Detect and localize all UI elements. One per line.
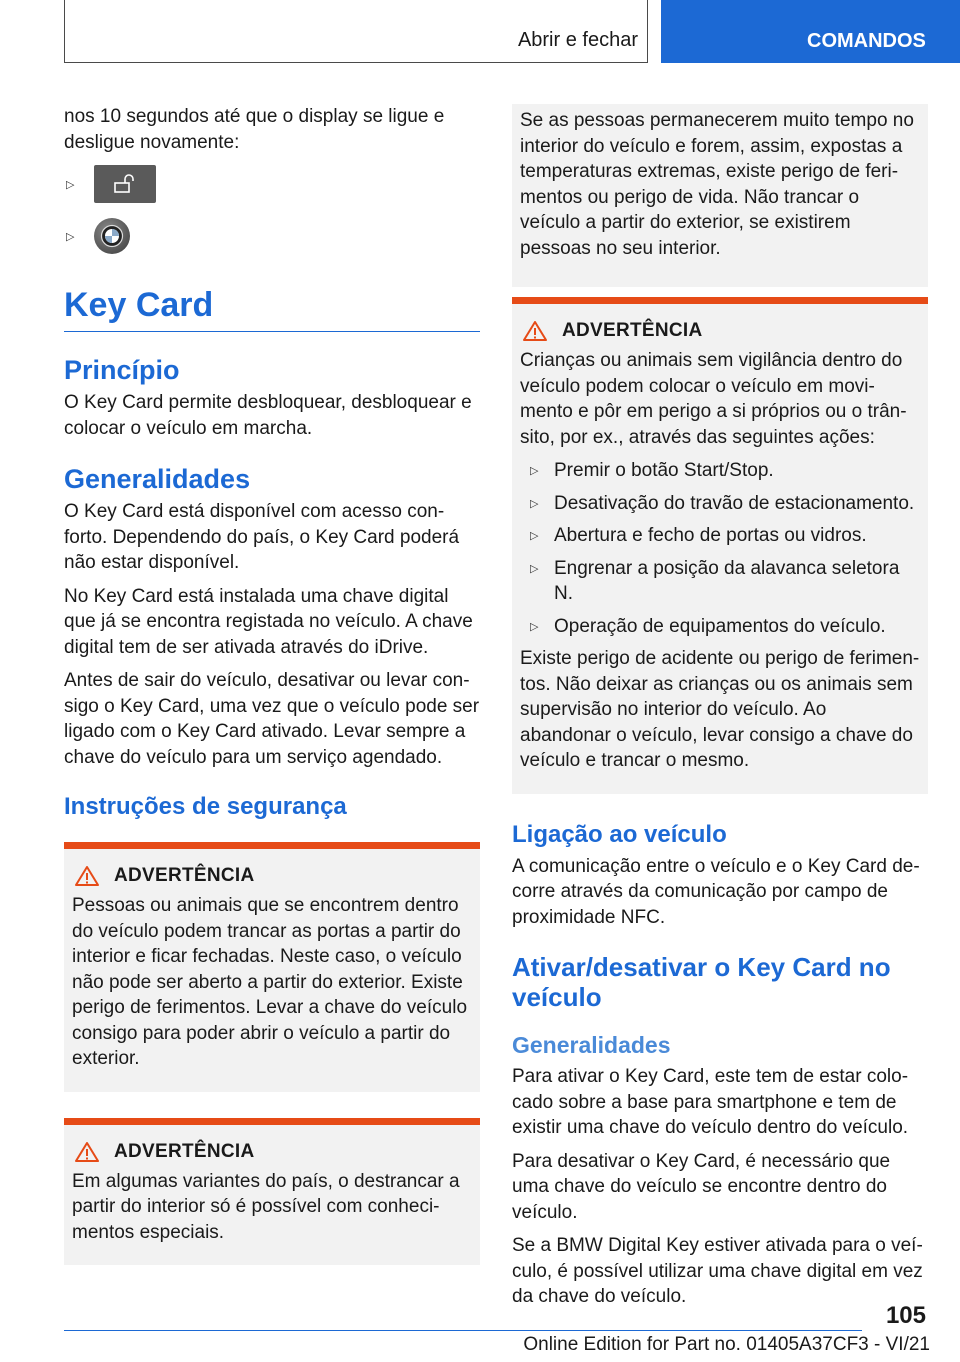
icon-row-1 [64, 163, 480, 205]
ligacao-text: A comunicação entre o veículo e o Key Card decorre através da comunicação por campo de proximidade NFC. [512, 855, 920, 928]
warning-box-2 [64, 1118, 480, 1266]
warning-title [520, 320, 920, 342]
warning-title-text: ADVERTÊNCIA [562, 320, 703, 341]
list-item: ▷ Engrenar a posição da alavanca seletora N. [530, 557, 900, 604]
ativar-p1: Para ativar o Key Card, este tem de estar colocado sobre a base para smartphone e tem de existir uma chave do veículo dentro do veículo. [512, 1066, 909, 1138]
warning-box-3 [512, 297, 928, 794]
bullet-arrow-icon: ▷ [530, 497, 539, 510]
warning-title [72, 865, 472, 887]
left-column [64, 104, 480, 1291]
bullet-arrow-icon: ▷ [530, 465, 539, 477]
warning-box-continued [512, 104, 928, 287]
heading-principio: Princípio [64, 355, 180, 385]
warning-title-text: ADVERTÊNCIA [114, 1140, 255, 1162]
warning-title [72, 1141, 472, 1163]
page-title: Key Card [64, 285, 480, 332]
list-item: ▷ Abertura e fecho de portas ou vidros. [520, 523, 920, 549]
list-item: ▷ Operação de equipamentos do veículo. [520, 614, 920, 640]
page-number: 105 [885, 1302, 926, 1329]
warning-triangle-icon [74, 865, 100, 887]
warning-outro: Existe perigo de acidente ou perigo de ferimentos. Não deixar as crianças ou os animais sem supervisão no interior do veículo. Ao abandonar o veículo, levar consigo a chave do veículo e trancar o mesmo. [520, 648, 920, 771]
footer-rule [64, 1330, 862, 1331]
principio-text: O Key Card permite desbloquear, desbloquear e colocar o veículo em marcha. [64, 392, 472, 439]
list-item: ▷ Desativação do travão de estacionamento. [520, 491, 920, 517]
heading-seguranca: Instruções de segurança [64, 793, 347, 820]
header-chapter-tab: COMANDOS [661, 0, 960, 63]
warning-intro: Crianças ou animais sem vigilância dentro do veículo podem colocar o veículo em movimento e pôr em perigo a si próprios ou o trânsito, por ex., através das seguintes ações: [520, 350, 907, 448]
heading-ligacao: Ligação ao veículo [512, 820, 727, 848]
header-section-title: Abrir e fechar [517, 29, 638, 51]
ativar-p3: Se a BMW Digital Key estiver ativada para o veículo, é possível utilizar uma chave digital em vez da chave do veículo. [512, 1235, 923, 1307]
bullet-arrow-icon: ▷ [530, 562, 539, 575]
bullet-arrow-icon: ▷ [66, 230, 75, 243]
warning-box-1 [64, 842, 480, 1092]
heading-ativar: Ativar/desativar o Key Card no veículo [512, 952, 891, 1012]
bullet-arrow-icon: ▷ [530, 620, 539, 633]
warning-triangle-icon [74, 1141, 100, 1163]
warning-continued-text: Se as pessoas permanecerem muito tempo no interior do veículo e forem, assim, expostas a temperaturas extremas, existe perigo de ferimentos ou perigo de vida. Não trancar o veículo a partir do exterior, se existirem pessoas no seu interior. [520, 110, 914, 259]
generalidades-p1: O Key Card está disponível com acesso conforto. Dependendo do país, o Key Card poderá não estar disponível. [64, 501, 460, 573]
bullet-arrow-icon: ▷ [530, 530, 539, 542]
heading-generalidades: Generalidades [64, 464, 251, 494]
heading-ativar-generalidades: Generalidades [512, 1032, 671, 1058]
warning-text: Em algumas variantes do país, o destrancar a partir do interior só é possível com conhecimentos especiais. [72, 1170, 460, 1243]
footer-edition: Online Edition for Part no. 01405A37CF3 - VI/21 [523, 1334, 930, 1355]
bmw-logo-button-icon [94, 218, 130, 254]
generalidades-p2: No Key Card está instalada uma chave digital que já se encontra registada no veículo. A chave digital tem de ser ativada através do iDrive. [64, 585, 473, 658]
right-column [512, 104, 928, 1318]
warning-text: Pessoas ou animais que se encontrem dentro do veículo podem trancar as portas a partir do interior e ficar fechadas. Neste caso, o veículo não pode ser aberto a partir do exterior. Existe perigo de ferimentos. Levar a chave do veículo consigo para poder abrir o veículo a partir do exterior. [72, 895, 468, 1069]
bullet-arrow-icon: ▷ [66, 178, 75, 191]
intro-text: nos 10 segundos até que o display se ligue e desligue novamente: [64, 106, 445, 153]
generalidades-p3: Antes de sair do veículo, desativar ou levar consigo o Key Card, uma vez que o veículo pode ser ligado com o Key Card ativado. Levar sempre a chave do veículo para um serviço agendado. [64, 670, 480, 768]
list-item: ▷ Premir o botão Start/Stop. [520, 458, 920, 484]
unlock-button-icon [94, 165, 156, 203]
ativar-p2: Para desativar o Key Card, é necessário que uma chave do veículo se encontre dentro do veículo. [512, 1150, 891, 1223]
warning-triangle-icon [522, 320, 548, 342]
icon-row-2 [64, 215, 480, 257]
warning-action-list [520, 458, 920, 639]
warning-title-text: ADVERTÊNCIA [114, 865, 255, 886]
